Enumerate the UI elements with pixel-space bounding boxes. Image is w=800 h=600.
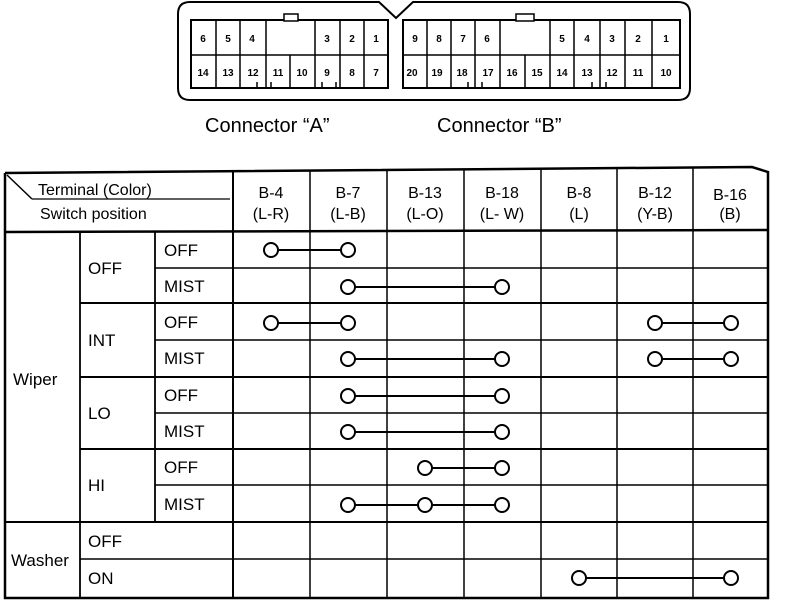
continuity-point	[648, 352, 662, 366]
pin-label: 7	[373, 68, 379, 79]
pin-label: 16	[506, 68, 518, 79]
pin-label: 8	[436, 34, 442, 45]
pin-label: 10	[660, 68, 672, 79]
position-label: MIST	[164, 349, 205, 368]
pin-label: 11	[272, 68, 284, 79]
pin-label: 4	[584, 34, 590, 45]
position-label: OFF	[164, 386, 198, 405]
continuity-point	[341, 316, 355, 330]
pin-label: 7	[460, 34, 466, 45]
pin-label: 1	[373, 34, 379, 45]
terminal-color: (L-B)	[330, 206, 366, 223]
continuity-point	[724, 352, 738, 366]
continuity-point	[648, 316, 662, 330]
terminal-id: B-16	[713, 187, 747, 204]
continuity-point	[495, 389, 509, 403]
terminal-color: (L)	[569, 206, 589, 223]
position-label: OFF	[164, 313, 198, 332]
terminal-id: B-7	[335, 185, 361, 202]
continuity-point	[341, 280, 355, 294]
continuity-point	[341, 389, 355, 403]
continuity-point	[495, 461, 509, 475]
pin-label: 10	[296, 68, 308, 79]
position-label: OFF	[164, 458, 198, 477]
continuity-point	[341, 425, 355, 439]
pin-label: 13	[222, 68, 234, 79]
pin-label: 20	[406, 68, 418, 79]
washer-mode-off: OFF	[88, 532, 122, 551]
terminal-headers	[253, 185, 747, 223]
terminal-color: (B)	[719, 206, 741, 223]
pin-label: 8	[349, 68, 355, 79]
connector-a-grid	[191, 14, 388, 88]
continuity-point	[341, 243, 355, 257]
continuity-point	[418, 461, 432, 475]
header-switch-position: Switch position	[40, 206, 147, 223]
pin-label: 9	[412, 34, 418, 45]
connector-a-label: Connector “A”	[205, 115, 330, 137]
pin-label: 1	[663, 34, 669, 45]
terminal-id: B-8	[566, 185, 592, 202]
pin-label: 6	[484, 34, 490, 45]
connector-b-label: Connector “B”	[437, 115, 562, 137]
pin-label: 18	[456, 68, 468, 79]
pin-label: 2	[635, 34, 641, 45]
pin-label: 11	[632, 68, 644, 79]
mode-label-off: OFF	[88, 259, 122, 278]
terminal-id: B-4	[258, 185, 284, 202]
position-label: OFF	[164, 241, 198, 260]
pin-label: 2	[349, 34, 355, 45]
terminal-color: (L- W)	[479, 206, 525, 223]
pin-label: 12	[606, 68, 618, 79]
terminal-color: (Y-B)	[637, 206, 673, 223]
pin-label: 12	[247, 68, 259, 79]
terminal-color: (L-O)	[406, 206, 444, 223]
continuity-point	[572, 571, 586, 585]
header-terminal-color: Terminal (Color)	[38, 182, 152, 199]
continuity-point	[495, 498, 509, 512]
mode-label-lo: LO	[88, 404, 111, 423]
continuity-point	[495, 352, 509, 366]
connector-a-pins	[197, 34, 379, 79]
pin-label: 14	[197, 68, 209, 79]
terminal-color: (L-R)	[252, 206, 290, 223]
pin-label: 5	[225, 34, 231, 45]
connector-housing	[178, 2, 690, 100]
pin-label: 19	[431, 68, 443, 79]
continuity-point	[495, 425, 509, 439]
continuity-point	[264, 316, 278, 330]
continuity-point	[341, 352, 355, 366]
connector-b-pins	[406, 34, 672, 79]
pin-label: 3	[324, 34, 330, 45]
continuity-point	[495, 280, 509, 294]
group-label-washer: Washer	[11, 551, 69, 570]
pin-label: 14	[556, 68, 568, 79]
position-label: MIST	[164, 277, 205, 296]
continuity-point	[341, 498, 355, 512]
continuity-point	[724, 316, 738, 330]
pin-label: 13	[581, 68, 593, 79]
pin-label: 15	[531, 68, 543, 79]
pin-label: 5	[559, 34, 565, 45]
pin-label: 4	[249, 34, 255, 45]
position-label: MIST	[164, 422, 205, 441]
terminal-id: B-18	[485, 185, 519, 202]
pin-label: 3	[609, 34, 615, 45]
group-label-wiper: Wiper	[13, 370, 58, 389]
continuity-links	[264, 243, 738, 585]
washer-mode-on: ON	[88, 569, 114, 588]
mode-label-hi: HI	[88, 476, 105, 495]
continuity-point	[264, 243, 278, 257]
continuity-point	[418, 498, 432, 512]
terminal-id: B-13	[408, 185, 442, 202]
pin-label: 6	[200, 34, 206, 45]
position-label: MIST	[164, 495, 205, 514]
pin-label: 9	[324, 68, 330, 79]
continuity-point	[724, 571, 738, 585]
terminal-id: B-12	[638, 185, 672, 202]
mode-label-int: INT	[88, 331, 116, 350]
pin-label: 17	[482, 68, 494, 79]
